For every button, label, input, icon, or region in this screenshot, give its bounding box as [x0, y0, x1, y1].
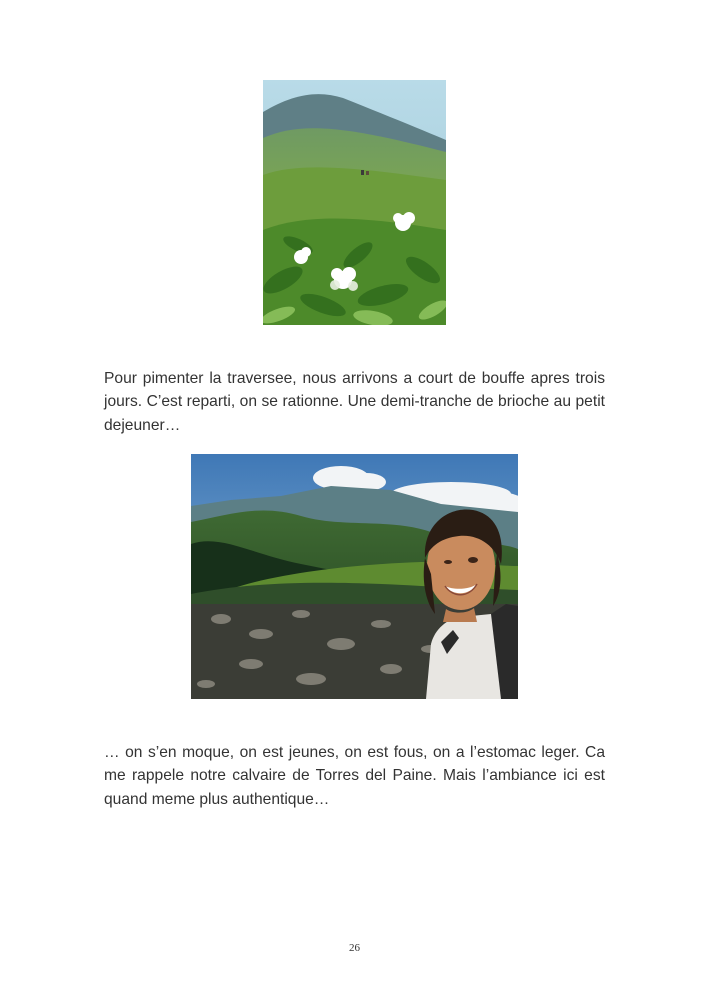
paragraph-rationing: Pour pimenter la traversee, nous arrivons a court de bouffe apres trois jours. C’est reparti, on se rationne. Une demi-tranche de brioche au petit dejeuner… [104, 370, 605, 434]
mountain-flowers-photo [263, 80, 446, 325]
page-number: 26 [349, 942, 360, 954]
paragraph-torres-del-paine: … on s’en moque, on est jeunes, on est fous, on a l’estomac leger. Ca me rappele notre calvaire de Torres del Paine. Mais l’ambiance ici est quand meme plus authentique… [104, 744, 605, 808]
hiker-portrait-photo [191, 454, 518, 699]
